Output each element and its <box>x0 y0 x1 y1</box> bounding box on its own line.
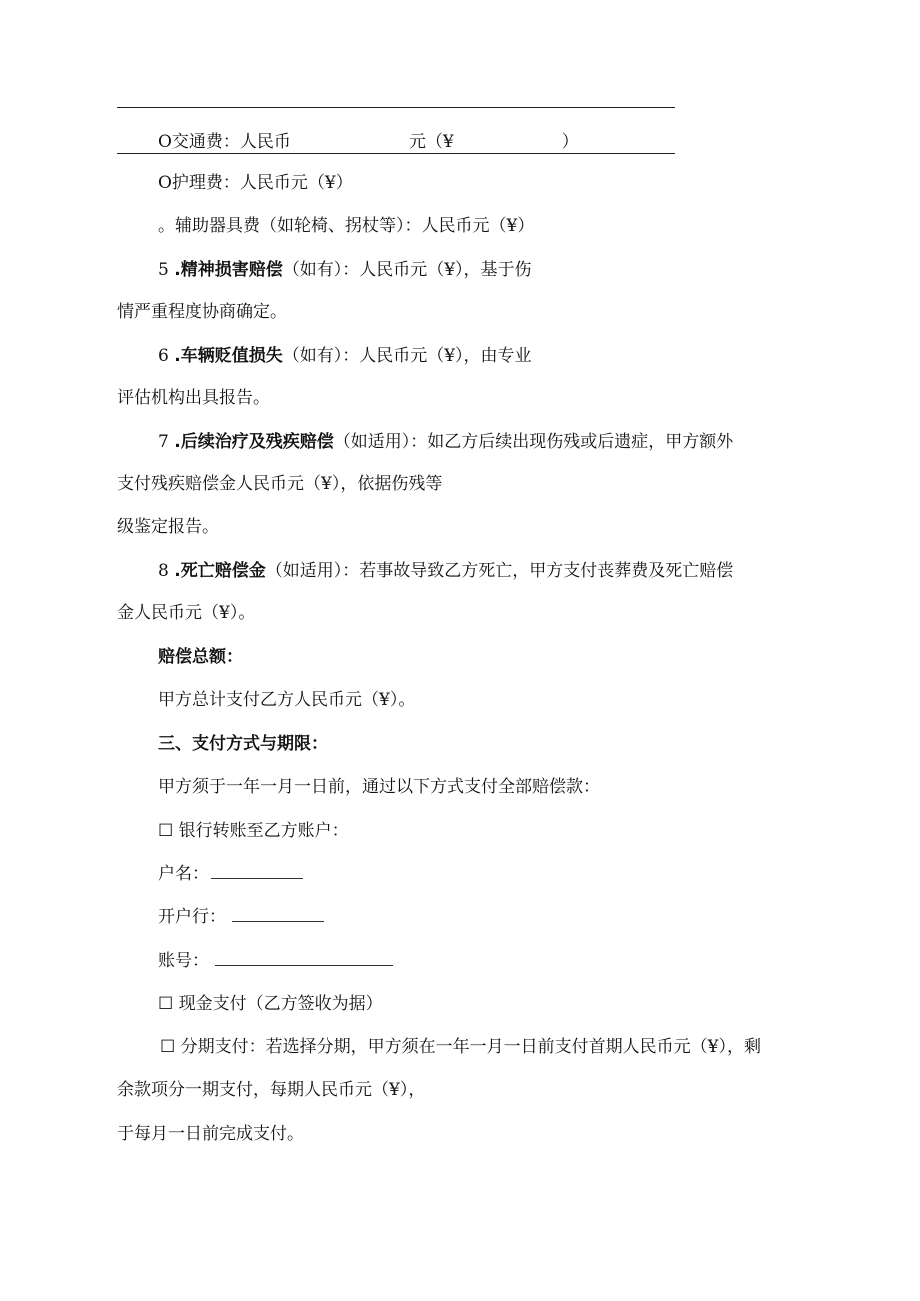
item-5-continuation: 情严重程度协商确定。 <box>117 302 287 322</box>
bank-name-field[interactable] <box>232 907 324 922</box>
item-7-number: 7 <box>158 432 169 452</box>
aids-fee-line: 。辅助器具费（如轮椅、拐杖等）：人民币元（¥） <box>158 216 535 236</box>
installment-continuation-1: 余款项分一期支付，每期人民币元（¥）， <box>117 1080 426 1100</box>
total-heading: 赔偿总额： <box>158 647 243 667</box>
cash-checkbox[interactable]: ☐ <box>158 994 174 1014</box>
account-name-label: 户名： <box>158 864 209 884</box>
installment-label: 分期支付：若选择分期，甲方须在一年一月一日前支付首期人民币元（¥），剩 <box>180 1037 761 1057</box>
item-8-title: .死亡赔偿金 <box>174 561 266 581</box>
item-7-continuation-1: 支付残疾赔偿金人民币元（¥），依据伤残等 <box>117 474 443 494</box>
bank-name-row <box>158 906 324 928</box>
bank-transfer-checkbox[interactable]: ☐ <box>158 821 174 841</box>
section-3-intro: 甲方须于一年一月一日前，通过以下方式支付全部赔偿款： <box>158 777 600 797</box>
traffic-fee-unit: 元（¥ <box>408 132 454 152</box>
item-8-line <box>158 560 733 582</box>
installment-continuation-2: 于每月一日前完成支付。 <box>117 1124 304 1144</box>
account-name-field[interactable] <box>211 864 303 879</box>
installment-option[interactable] <box>160 1036 761 1058</box>
item-8-continuation: 金人民币元（¥）。 <box>117 603 256 623</box>
section-3-heading: 三、支付方式与期限： <box>158 734 328 754</box>
installment-checkbox[interactable]: ☐ <box>160 1037 176 1057</box>
total-text: 甲方总计支付乙方人民币元（¥）。 <box>158 690 416 710</box>
traffic-fee-close: ） <box>561 132 579 152</box>
item-8-text: （如适用）：若事故导致乙方死亡，甲方支付丧葬费及死亡赔偿 <box>265 561 734 581</box>
item-5-text: （如有）：人民币元（¥），基于伤 <box>282 260 532 280</box>
item-6-title: .车辆贬值损失 <box>174 346 283 366</box>
item-6-text: （如有）：人民币元（¥），由专业 <box>282 346 532 366</box>
item-7-continuation-2: 级鉴定报告。 <box>117 517 219 537</box>
item-7-text: （如适用）：如乙方后续出现伤残或后遗症，甲方额外 <box>333 432 734 452</box>
account-number-row <box>158 950 393 972</box>
item-6-continuation: 评估机构出具报告。 <box>117 388 270 408</box>
bank-name-label: 开户行： <box>158 907 226 927</box>
account-number-field[interactable] <box>215 951 393 966</box>
traffic-fee-label: O交通费：人民币 <box>158 132 291 152</box>
item-6-number: 6 <box>158 346 169 366</box>
traffic-fee-line <box>158 131 579 153</box>
account-number-label: 账号： <box>158 951 209 971</box>
cash-option[interactable] <box>158 993 383 1015</box>
cash-label: 现金支付（乙方签收为据） <box>178 994 383 1014</box>
top-rule <box>117 107 675 108</box>
item-5-number: 5 <box>158 260 169 280</box>
item-6-line <box>158 345 532 367</box>
bank-transfer-label: 银行转账至乙方账户： <box>178 821 349 841</box>
item-7-line <box>158 431 733 453</box>
item-7-title: .后续治疗及残疾赔偿 <box>174 432 334 452</box>
item-5-title: .精神损害赔偿 <box>174 260 283 280</box>
nursing-fee-line: O护理费：人民币元（¥） <box>158 173 353 193</box>
account-name-row <box>158 863 303 885</box>
item-8-number: 8 <box>158 561 169 581</box>
traffic-rule <box>117 153 675 154</box>
bank-transfer-option[interactable] <box>158 820 349 842</box>
item-5-line <box>158 259 532 281</box>
